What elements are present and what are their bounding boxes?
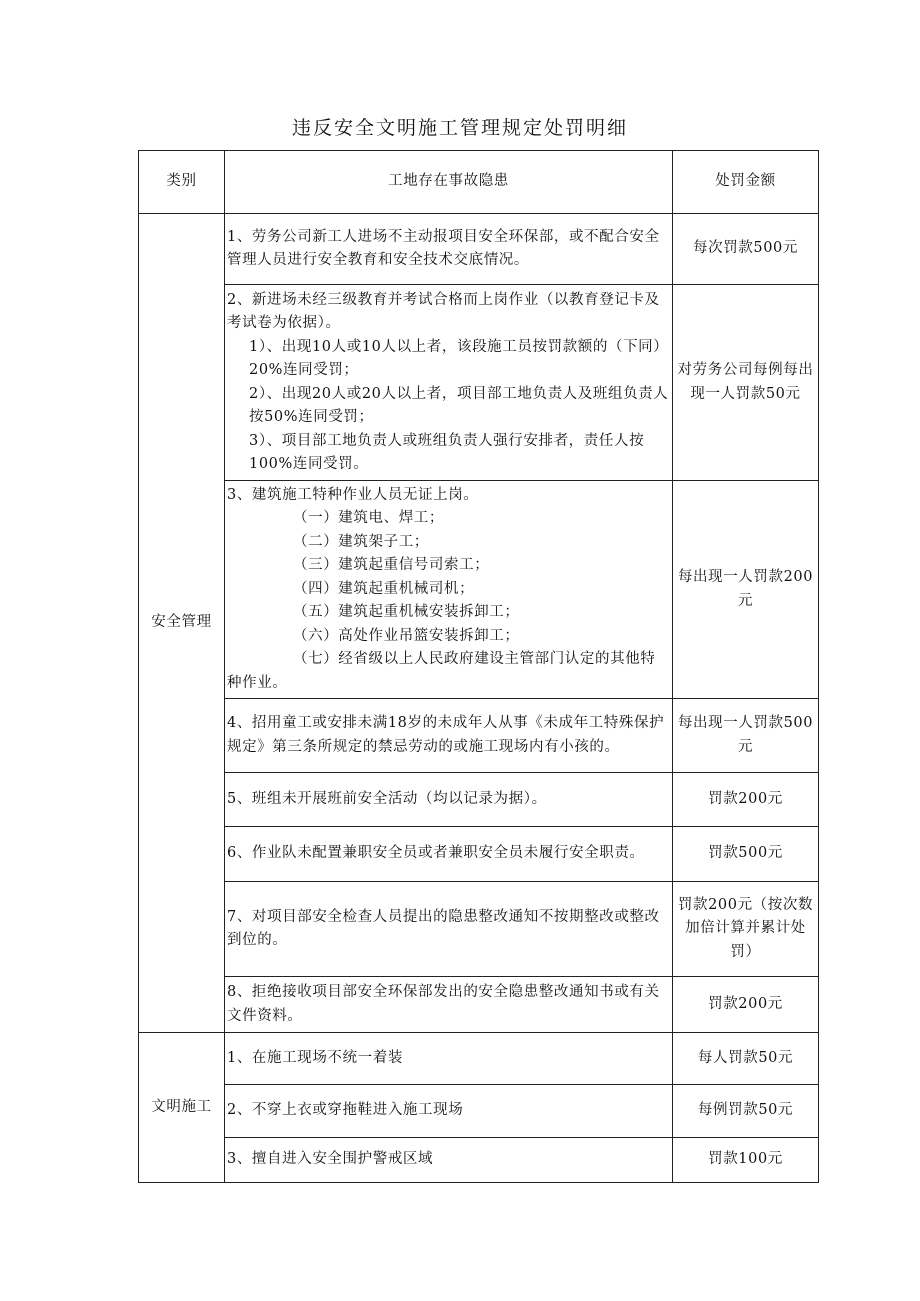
penalty-cell: 每次罚款500元: [673, 214, 819, 285]
category-civilized-construction: 文明施工: [139, 1033, 225, 1183]
penalty-table: [138, 150, 819, 1183]
hazard-subitem: 1）、出现10人或10人以上者，该段施工员按罚款额的（下同）20%连同受罚；: [249, 338, 669, 378]
table-row: [139, 882, 819, 977]
hazard-subitem: 3）、项目部工地负责人或班组负责人强行安排者，责任人按100%连同受罚。: [249, 432, 645, 472]
table-row: [139, 977, 819, 1033]
hazard-subitem: （四）建筑起重机械司机；: [293, 580, 475, 597]
hazard-text: 1、在施工现场不统一着装: [227, 1049, 403, 1066]
hazard-subitem: （三）建筑起重信号司索工；: [293, 557, 490, 574]
penalty-cell: 罚款200元（按次数加倍计算并累计处罚）: [673, 882, 819, 977]
table-header-row: [139, 151, 819, 214]
header-hazard: 工地存在事故隐患: [225, 151, 673, 214]
penalty-cell: 罚款100元: [673, 1138, 819, 1183]
hazard-subitem: 2）、出现20人或20人以上者，项目部工地负责人及班组负责人按50%连同受罚；: [249, 385, 669, 425]
table-row: [139, 773, 819, 827]
table-row: [139, 699, 819, 773]
category-safety-management: 安全管理: [139, 214, 225, 1033]
penalty-cell: 每出现一人罚款500元: [673, 699, 819, 773]
hazard-text: 7、对项目部安全检查人员提出的隐患整改通知不按期整改或整改到位的。: [227, 908, 660, 948]
hazard-text: 5、班组未开展班前安全活动（均以记录为据）。: [227, 790, 547, 807]
hazard-text: 1、劳务公司新工人进场不主动报项目安全环保部，或不配合安全管理人员进行安全教育和安全技术交底情况。: [227, 228, 660, 268]
table-row: [139, 1138, 819, 1183]
table-row: [139, 285, 819, 481]
hazard-text: 2、不穿上衣或穿拖鞋进入施工现场: [227, 1102, 464, 1119]
hazard-subitem: （七）经省级以上人民政府建设主管部门认定的其他特种作业。: [227, 651, 656, 691]
hazard-subitem: （二）建筑架子工；: [293, 533, 429, 550]
header-category: 类别: [139, 151, 225, 214]
hazard-cell: [225, 285, 673, 481]
hazard-text: 3、擅自进入安全围护警戒区域: [227, 1151, 434, 1168]
table-row: [139, 1033, 819, 1085]
table-row: [139, 827, 819, 882]
penalty-cell: 罚款200元: [673, 977, 819, 1033]
penalty-cell: 每例罚款50元: [673, 1085, 819, 1138]
penalty-cell: 罚款200元: [673, 773, 819, 827]
hazard-text: 8、拒绝接收项目部安全环保部发出的安全隐患整改通知书或有关文件资料。: [227, 984, 660, 1024]
penalty-cell: 每人罚款50元: [673, 1033, 819, 1085]
hazard-cell: [225, 1138, 673, 1183]
hazard-subitem: （五）建筑起重机械安装拆卸工；: [293, 604, 520, 621]
hazard-cell: [225, 1033, 673, 1085]
header-penalty: 处罚金额: [673, 151, 819, 214]
hazard-text: 3、建筑施工特种作业人员无证上岗。: [227, 486, 479, 503]
hazard-cell: [225, 699, 673, 773]
hazard-cell: [225, 1085, 673, 1138]
hazard-cell: [225, 214, 673, 285]
penalty-cell: 对劳务公司每例每出现一人罚款50元: [673, 285, 819, 481]
penalty-cell: 罚款500元: [673, 827, 819, 882]
penalty-cell: 每出现一人罚款200元: [673, 481, 819, 699]
table-row: [139, 1085, 819, 1138]
hazard-cell: [225, 882, 673, 977]
table-row: [139, 481, 819, 699]
hazard-subitem: （六）高处作业吊篮安装拆卸工；: [293, 627, 520, 644]
hazard-cell: [225, 977, 673, 1033]
hazard-text: 2、新进场未经三级教育并考试合格而上岗作业（以教育登记卡及考试卷为依据）。: [227, 291, 660, 331]
hazard-cell: [225, 827, 673, 882]
hazard-cell: [225, 481, 673, 699]
hazard-subitem: （一）建筑电、焊工；: [293, 510, 444, 527]
table-row: [139, 214, 819, 285]
hazard-cell: [225, 773, 673, 827]
hazard-text: 4、招用童工或安排未满18岁的未成年人从事《未成年工特殊保护规定》第三条所规定的禁忌劳动的或施工现场内有小孩的。: [227, 715, 665, 755]
hazard-text: 6、作业队未配置兼职安全员或者兼职安全员未履行安全职责。: [227, 845, 645, 862]
document-title: 违反安全文明施工管理规定处罚明细: [291, 117, 628, 139]
